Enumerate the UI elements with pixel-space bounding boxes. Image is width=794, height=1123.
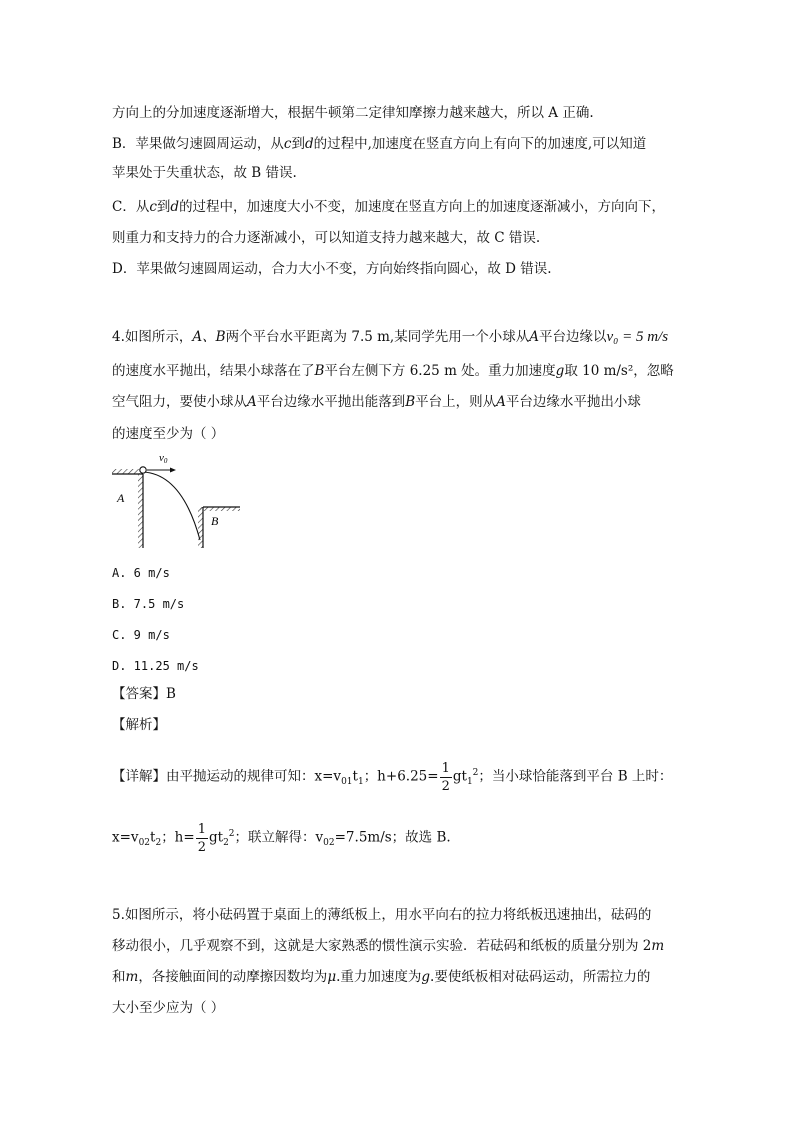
q5-line-2: 移动很小，几乎观察不到，这就是大家熟悉的惯性演示实验．若砝码和纸板的质量分别为 2m [112, 938, 665, 954]
fraction-half-2: $\frac{1}{2}$ [197, 821, 206, 855]
prev-option-b: B．苹果做匀速圆周运动，从c到d的过程中,加速度在竖直方向上有向下的加速度,可以知道 [112, 136, 647, 152]
option-d[interactable]: D. 11.25 m/s [112, 659, 199, 673]
answer-label: 【答案】B [112, 686, 176, 702]
prev-option-c-cont: 则重力和支持力的合力逐渐减小，可以知道支持力越来越大，故 C 错误. [112, 230, 541, 246]
projectile-diagram [110, 452, 250, 552]
platform-a-wall-hatch [138, 474, 143, 548]
ball [140, 467, 146, 473]
platform-b-wall-hatch [198, 507, 203, 548]
label-a: A [117, 491, 125, 505]
q5-line-3: 和m，各接触面间的动摩擦因数均为μ.重力加速度为g.要使纸板相对砝码运动，所需拉力的 [112, 969, 651, 985]
option-c[interactable]: C. 9 m/s [112, 628, 170, 642]
v0-label: v0 [159, 452, 168, 465]
option-a[interactable]: A. 6 m/s [112, 566, 170, 580]
fraction-half: $\frac{1}{2}$ [441, 760, 450, 794]
label-b: B [211, 514, 219, 528]
velocity-arrowhead [170, 468, 176, 473]
detail-line-1: 【详解】由平抛运动的规律可知：$x=v_{01}t_1$；h+6.25= $\frac{1}{2}$ $gt_1^2$；当小球恰能落到平台 B 上时： [112, 760, 673, 794]
q5-line-1: 5.如图所示，将小砝码置于桌面上的薄纸板上，用水平向右的拉力将纸板迅速抽出，砝码的 [112, 907, 652, 923]
prev-option-b-cont: 苹果处于失重状态，故 B 错误. [112, 165, 297, 181]
prev-option-c: C．从c到d的过程中，加速度大小不变，加速度在竖直方向上的加速度逐渐减小，方向向下， [112, 199, 666, 215]
prev-option-d: D．苹果做匀速圆周运动，合力大小不变，方向始终指向圆心，故 D 错误. [112, 261, 552, 277]
q4-stem-line-3: 空气阻力，要使小球从A平台边缘水平抛出能落到B平台上，则从A平台边缘水平抛出小球 [112, 394, 641, 410]
q5-line-4: 大小至少应为（ ） [112, 1000, 225, 1016]
platform-b-top-hatch [200, 507, 240, 511]
option-b[interactable]: B. 7.5 m/s [112, 597, 185, 611]
prev-line-1: 方向上的分加速度逐渐增大，根据牛顿第二定律知摩擦力越来越大，所以 A 正确. [112, 105, 594, 121]
q4-stem-line-2: 的速度水平抛出，结果小球落在了B平台左侧下方 6.25 m 处。重力加速度g取 10 m/s²，忽略 [112, 363, 674, 379]
platform-a-top-hatch [112, 469, 140, 474]
q4-stem-line-4: 的速度至少为（ ） [112, 426, 225, 442]
q4-stem-line-1: 4.如图所示，A、B两个平台水平距离为 7.5 m,某同学先用一个小球从A平台边缘以v₀ = 5 m/s [112, 329, 669, 345]
analysis-label: 【解析】 [112, 717, 166, 733]
trajectory-curve [143, 472, 200, 540]
detail-line-2: $x=v_{02}t_2$；h= $\frac{1}{2}$ $gt_2^2$；联立解得：$v_{02}=7.5m/s$；故选 B. [112, 821, 451, 855]
